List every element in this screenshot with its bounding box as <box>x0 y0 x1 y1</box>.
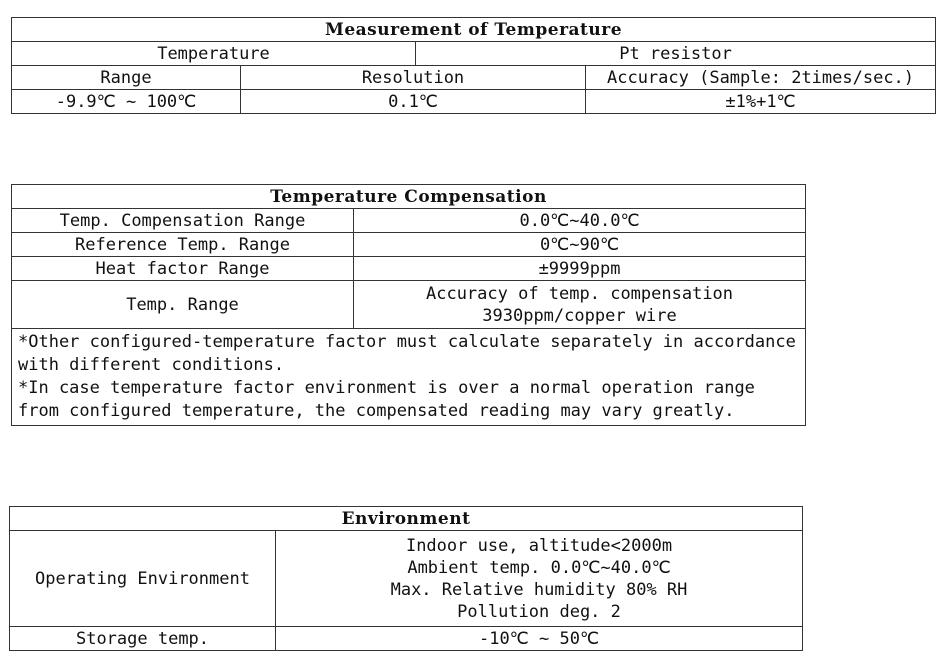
environment-table <box>9 506 803 651</box>
reference-range-value: 0℃~90℃ <box>354 233 806 257</box>
operating-environment-value <box>276 531 803 627</box>
environment-title: Environment <box>10 507 803 531</box>
operating-line-3: Max. Relative humidity 80% RH <box>390 579 688 600</box>
operating-environment-label: Operating Environment <box>10 531 276 627</box>
temp-range-label: Temp. Range <box>12 281 354 329</box>
accuracy-header: Accuracy (Sample: 2times/sec.) <box>586 66 936 90</box>
pt-resistor-header: Pt resistor <box>416 42 936 66</box>
table-row <box>12 209 806 233</box>
resolution-header: Resolution <box>241 66 586 90</box>
temp-range-value-line-1: Accuracy of temp. compensation <box>425 283 734 304</box>
operating-line-4: Pollution deg. 2 <box>457 601 621 622</box>
compensation-notes <box>12 329 806 426</box>
table-row <box>12 233 806 257</box>
compensation-table <box>11 184 806 426</box>
compensation-range-value: 0.0℃~40.0℃ <box>354 209 806 233</box>
resolution-value: 0.1℃ <box>241 90 586 114</box>
measurement-table <box>11 17 936 114</box>
reference-range-label: Reference Temp. Range <box>12 233 354 257</box>
operating-line-2: Ambient temp. 0.0℃~40.0℃ <box>407 557 671 578</box>
range-header: Range <box>12 66 241 90</box>
heat-factor-value: ±9999ppm <box>354 257 806 281</box>
compensation-note-1: *Other configured-temperature factor must calculate separately in accordance with different conditions. <box>18 332 796 375</box>
storage-temp-value: -10℃ ~ 50℃ <box>276 627 803 651</box>
table-row <box>12 257 806 281</box>
compensation-note-2: *In case temperature factor environment is over a normal operation range from configured temperature, the compensated reading may vary greatly. <box>18 378 755 421</box>
table-row <box>12 281 806 329</box>
accuracy-value: ±1%+1℃ <box>586 90 936 114</box>
temp-range-value-line-2: 3930ppm/copper wire <box>482 305 677 326</box>
table-row <box>10 531 803 627</box>
storage-temp-label: Storage temp. <box>10 627 276 651</box>
temp-range-value <box>354 281 806 329</box>
compensation-range-label: Temp. Compensation Range <box>12 209 354 233</box>
measurement-title: Measurement of Temperature <box>12 18 936 42</box>
operating-line-1: Indoor use, altitude<2000m <box>405 535 673 556</box>
compensation-title: Temperature Compensation <box>12 185 806 209</box>
temperature-header: Temperature <box>12 42 416 66</box>
range-value: -9.9℃ ~ 100℃ <box>12 90 241 114</box>
heat-factor-label: Heat factor Range <box>12 257 354 281</box>
table-row <box>10 627 803 651</box>
